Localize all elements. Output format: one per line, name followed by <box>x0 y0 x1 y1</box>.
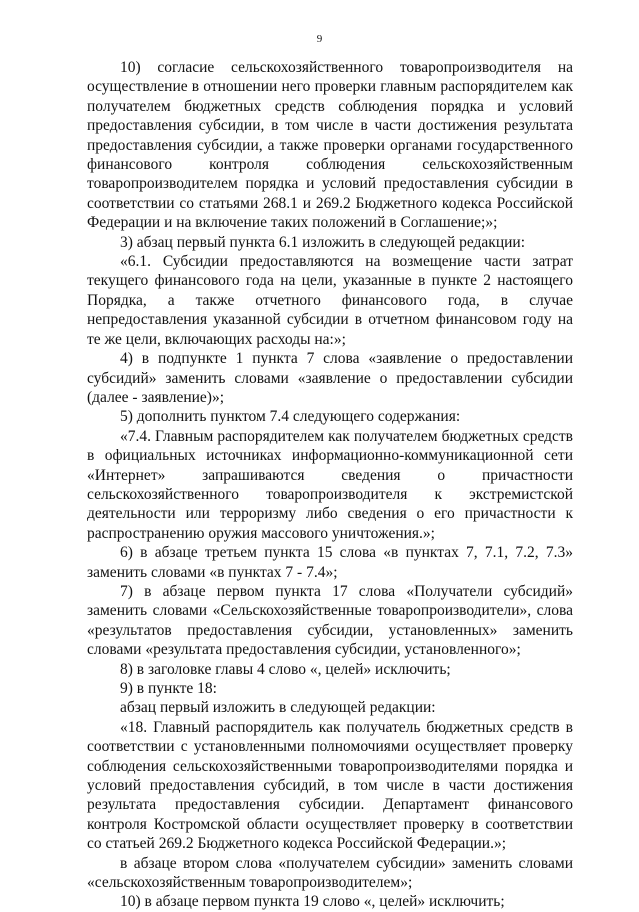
paragraph-second-abzac: в абзаце втором слова «получателем субсидии» заменить словами «сельскохозяйственным товаропроизводителем»; <box>87 854 573 892</box>
paragraph-amendment-3: 3) абзац первый пункта 6.1 изложить в следующей редакции: <box>120 233 526 251</box>
paragraph-amendment-8: 8) в заголовке главы 4 слово «, целей» исключить; <box>120 660 451 678</box>
paragraph-amendment-9: 9) в пункте 18: <box>120 680 217 697</box>
paragraph-quote-7-4: «7.4. Главным распорядителем как получателем бюджетных средств в официальных источниках информационно-коммуникационной сети «Интернет» запрашиваются сведения о причастности сельскохозяйственного товаропроизводителя к экстремистской деятельности или терроризму либо сведения о его причастности к распространению оружия массового уничтожения.»; <box>87 427 573 542</box>
paragraph-amendment-6: 6) в абзаце третьем пункта 15 слова «в пунктах 7, 7.1, 7.2, 7.3» заменить словами «в пунктах 7 - 7.4»; <box>87 544 573 581</box>
document-body <box>87 58 573 912</box>
page-number: 9 <box>316 33 323 45</box>
paragraph-amendment-5: 5) дополнить пунктом 7.4 следующего содержания: <box>120 408 461 426</box>
paragraph-amendment-10: 10) в абзаце первом пункта 19 слово «, целей» исключить; <box>120 893 505 911</box>
paragraph-item-10-consent: 10) согласие сельскохозяйственного товаропроизводителя на осуществление в отношении него проверки главным распорядителем как получателем бюджетных средств соблюдения порядка и условий предоставления субсидии, в том числе в части достижения результата предоставления субсидии, а также проверки органами государственного финансового контроля соблюдения сельскохозяйственным товаропроизводителем порядка и условий предоставления субсидии в соответствии со статьями 268.1 и 269.2 Бюджетного кодекса Российской Федерации и на включение таких положений в Соглашение;»; <box>87 59 573 232</box>
paragraph-amendment-4: 4) в подпункте 1 пункта 7 слова «заявление о предоставлении субсидий» заменить словами «заявление о предоставлении субсидии (далее - заявление)»; <box>87 350 573 406</box>
paragraph-quote-6-1: «6.1. Субсидии предоставляются на возмещение части затрат текущего финансового года на цели, указанные в пункте 2 настоящего Порядка, а также отчетного финансового года, в случае непредоставления указанной субсидии в отчетном финансовом году на те же цели, включающих расходы на:»; <box>87 253 573 348</box>
paragraph-first-abzac: абзац первый изложить в следующей редакции: <box>120 699 436 717</box>
paragraph-quote-18: «18. Главный распорядитель как получатель бюджетных средств в соответствии с установленными полномочиями осуществляет проверку соблюдения сельскохозяйственными товаропроизводителями порядка и условий предоставления субсидий, в том числе в части достижения результата предоставления субсидии. Департамент финансового контроля Костромской области осуществляет проверку в соответствии со статьей 269.2 Бюджетного кодекса Российской Федерации.»; <box>87 718 573 853</box>
paragraph-amendment-7: 7) в абзаце первом пункта 17 слова «Получатели субсидий» заменить словами «Сельскохозяйственные товаропроизводители», слова «результатов предоставления субсидии, установленных» заменить словами «результата предоставления субсидии, установленного»; <box>87 582 573 659</box>
